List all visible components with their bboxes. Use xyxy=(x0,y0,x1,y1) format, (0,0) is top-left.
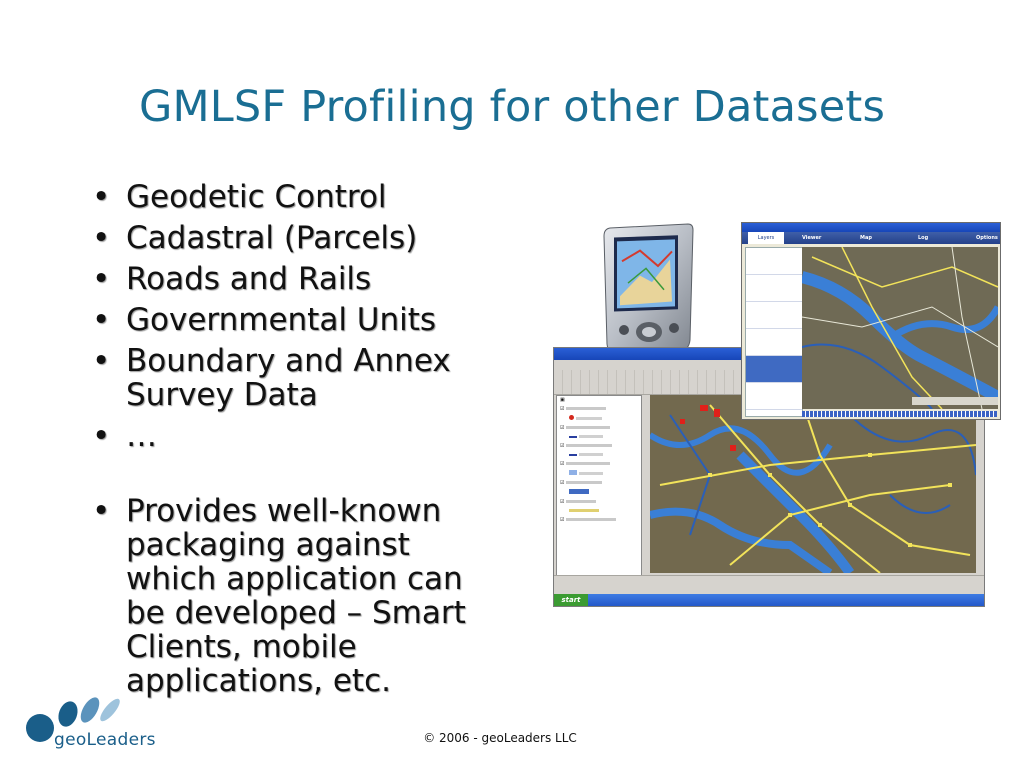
web-layer-row[interactable] xyxy=(746,356,802,383)
windows-taskbar xyxy=(554,594,984,606)
layers-panel-row xyxy=(557,433,641,442)
web-layer-list xyxy=(745,247,803,417)
layers-panel-row: ☑ xyxy=(557,479,641,488)
layers-panel-row xyxy=(557,507,641,516)
layers-panel-row: ▣ xyxy=(560,397,565,403)
tab-layers[interactable]: Layers xyxy=(748,232,784,244)
layers-panel-row: ☑ xyxy=(557,498,641,507)
web-layer-row[interactable] xyxy=(746,410,802,420)
web-layer-row[interactable] xyxy=(746,275,802,302)
web-layer-row[interactable] xyxy=(746,329,802,356)
web-layer-row[interactable] xyxy=(746,248,802,275)
layers-panel-row xyxy=(557,469,641,479)
bullet-item: • Boundary and Annex Survey Data xyxy=(86,344,506,412)
bullet-item: • Cadastral (Parcels) xyxy=(86,221,506,255)
web-tab-bar xyxy=(742,232,1000,244)
web-client-window xyxy=(741,222,1001,420)
copyright-footer: © 2006 - geoLeaders LLC xyxy=(423,731,577,745)
desktop-map-view[interactable] xyxy=(650,395,976,573)
layers-panel-row: ☑ xyxy=(557,405,641,414)
tab-log[interactable]: Log xyxy=(918,235,929,241)
tab-viewer[interactable]: Viewer xyxy=(802,235,822,241)
web-layer-row[interactable] xyxy=(746,383,802,410)
layers-panel xyxy=(556,395,642,579)
bullet-item: • Geodetic Control xyxy=(86,180,506,214)
layers-panel-row xyxy=(557,414,641,424)
bullet-item: • Provides well-known packaging against which application can be developed – Smart Clients, mobile applications, etc. xyxy=(86,494,506,698)
layers-panel-row: ☑ xyxy=(557,424,641,433)
web-progress-bar xyxy=(802,411,997,417)
web-window-titlebar xyxy=(742,223,1000,232)
desktop-drawing-toolbar xyxy=(554,575,984,594)
layers-panel-row xyxy=(557,451,641,460)
bullet-item: • Governmental Units xyxy=(86,303,506,337)
bullet-spacer xyxy=(86,460,506,494)
layers-panel-row: ☑ xyxy=(557,516,641,525)
web-map-view[interactable] xyxy=(802,247,998,409)
bullet-item: • Roads and Rails xyxy=(86,262,506,296)
layers-panel-row: ☑ xyxy=(557,442,641,451)
tab-options[interactable]: Options xyxy=(976,235,998,241)
start-button[interactable]: start xyxy=(554,594,588,606)
layers-panel-row xyxy=(557,488,641,498)
layers-panel-row: ☑ xyxy=(557,460,641,469)
slide-title: GMLSF Profiling for other Datasets xyxy=(138,82,886,132)
logo-wordmark: geoLeaders xyxy=(54,730,156,750)
tab-map[interactable]: Map xyxy=(860,235,872,241)
pda-device-icon xyxy=(600,222,696,356)
bullet-list xyxy=(86,180,506,705)
bullet-item: • … xyxy=(86,419,506,453)
web-layer-row[interactable] xyxy=(746,302,802,329)
